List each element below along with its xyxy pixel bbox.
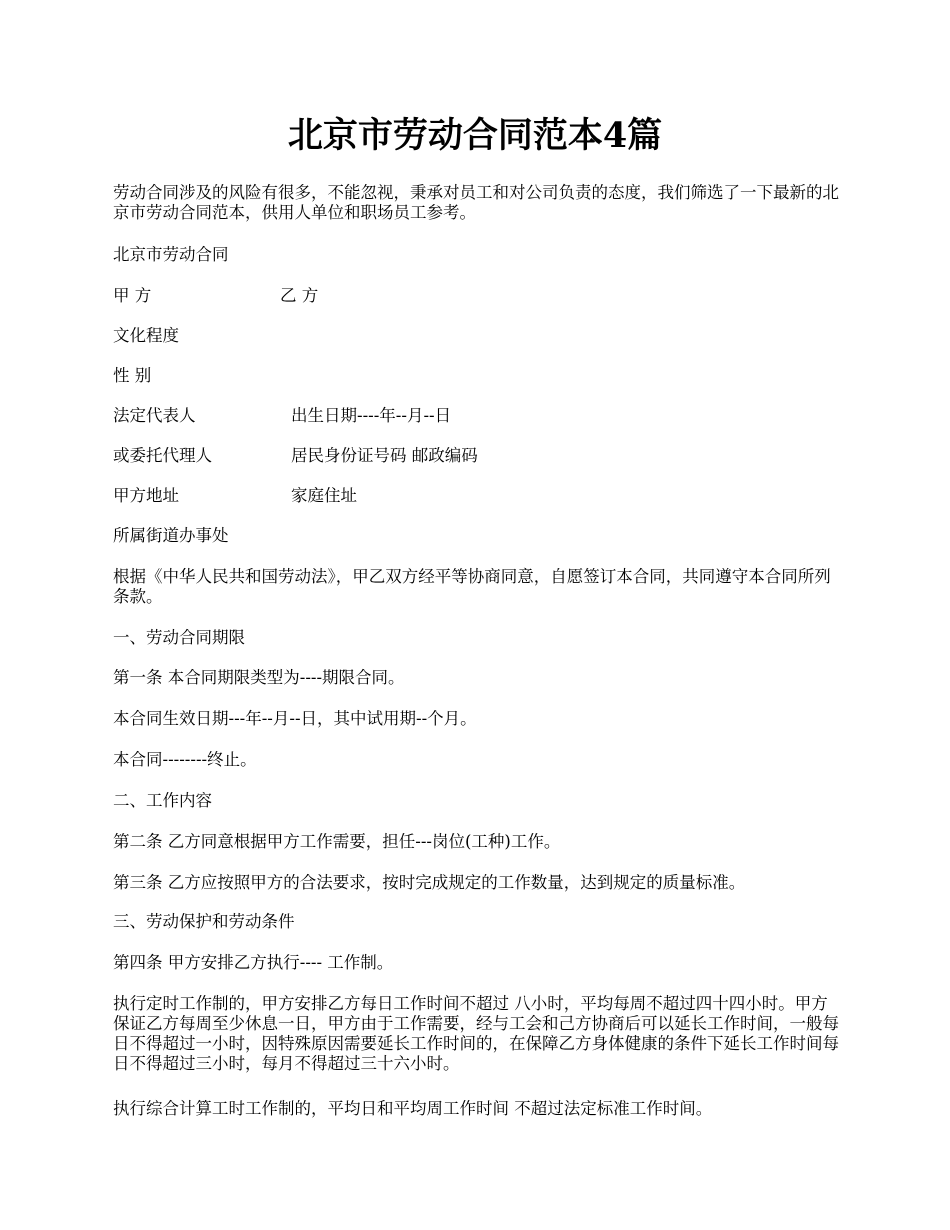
legal-rep-label: 法定代表人 bbox=[113, 406, 196, 425]
comprehensive-hours-paragraph: 执行综合计算工时工作制的，平均日和平均周工作时间 不超过法定标准工作时间。 bbox=[113, 1099, 713, 1118]
agent-label: 或委托代理人 bbox=[113, 446, 212, 465]
contract-heading: 北京市劳动合同 bbox=[113, 245, 229, 264]
street-office-label: 所属街道办事处 bbox=[113, 526, 229, 545]
party-b-label: 乙 方 bbox=[280, 286, 319, 305]
section-3-heading: 三、劳动保护和劳动条件 bbox=[113, 912, 295, 931]
birth-date-label: 出生日期----年--月--日 bbox=[291, 406, 452, 425]
termination-paragraph: 本合同--------终止。 bbox=[113, 750, 257, 769]
fixed-hours-paragraph: 执行定时工作制的，甲方安排乙方每日工作时间不超过 八小时，平均每周不超过四十四小时。甲方保证乙方每周至少休息一日，甲方由于工作需要，经与工会和己方协商后可以延长工作时间，一般每日不得超过一小时，因特殊原因需要延长工作时间的，在保障乙方身体健康的条件下延长工作时间每日不得超过三小时，每月不得超过三十六小时。 bbox=[113, 994, 839, 1073]
article-3: 第三条 乙方应按照甲方的合法要求，按时完成规定的工作数量，达到规定的质量标准。 bbox=[113, 873, 746, 892]
gender-label: 性 别 bbox=[113, 366, 152, 385]
address-a-label: 甲方地址 bbox=[113, 486, 179, 505]
intro-paragraph: 劳动合同涉及的风险有很多，不能忽视，秉承对员工和对公司负责的态度，我们筛选了一下最新的北京市劳动合同范本，供用人单位和职场员工参考。 bbox=[113, 183, 839, 222]
education-label: 文化程度 bbox=[113, 326, 179, 345]
document-title: 北京市劳动合同范本4篇 bbox=[287, 115, 663, 156]
article-4: 第四条 甲方安排乙方执行---- 工作制。 bbox=[113, 953, 394, 972]
article-1: 第一条 本合同期限类型为----期限合同。 bbox=[113, 668, 405, 687]
preamble-paragraph: 根据《中华人民共和国劳动法》，甲乙双方经平等协商同意，自愿签订本合同，共同遵守本合同所列条款。 bbox=[113, 567, 831, 606]
home-address-label: 家庭住址 bbox=[291, 486, 357, 505]
section-1-heading: 一、劳动合同期限 bbox=[113, 628, 245, 647]
party-a-label: 甲 方 bbox=[113, 286, 152, 305]
id-postal-label: 居民身份证号码 邮政编码 bbox=[291, 446, 478, 465]
article-2: 第二条 乙方同意根据甲方工作需要，担任---岗位(工种)工作。 bbox=[113, 832, 561, 851]
effective-date-paragraph: 本合同生效日期---年--月--日，其中试用期--个月。 bbox=[113, 709, 477, 728]
section-2-heading: 二、工作内容 bbox=[113, 791, 212, 810]
